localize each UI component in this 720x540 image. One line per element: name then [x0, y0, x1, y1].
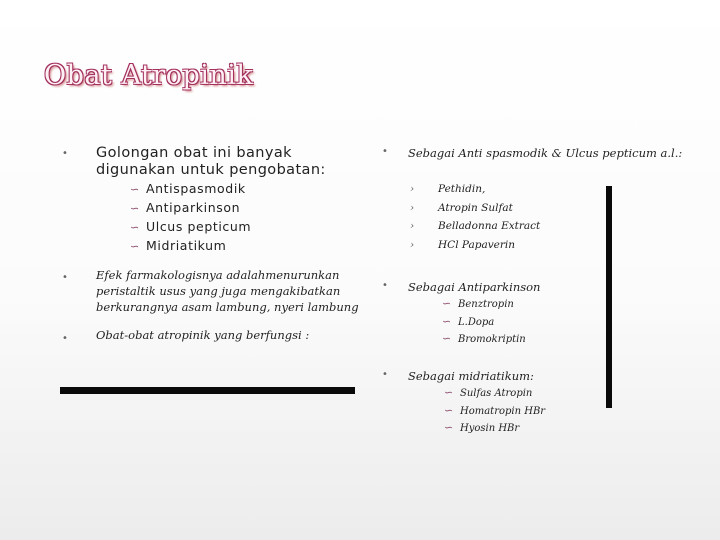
list-item: ∽ Homatropin HBr	[444, 403, 545, 421]
list-item: ∽ Sulfas Atropin	[444, 385, 545, 403]
list-item: ∽ Ulcus pepticum	[130, 218, 251, 237]
bullet: •	[62, 148, 68, 159]
uses-list	[130, 180, 251, 256]
antispasmodic-heading: Sebagai Anti spasmodik & Ulcus pepticum a.l.:	[408, 146, 683, 160]
list-item: › Pethidin,	[410, 180, 540, 199]
intro-text: Golongan obat ini banyak digunakan untuk pengobatan:	[96, 145, 326, 178]
sub-marker-icon: ∽	[444, 421, 454, 434]
arrow-icon: ›	[410, 220, 415, 232]
sub-marker-icon: ∽	[442, 314, 452, 328]
bullet: •	[382, 280, 388, 291]
list-item: › Atropin Sulfat	[410, 199, 540, 218]
bullet: •	[382, 146, 388, 157]
sub-marker-icon: ∽	[130, 202, 140, 215]
sub-marker-icon: ∽	[130, 221, 140, 234]
sub-marker-icon: ∽	[442, 297, 452, 310]
sub-marker-icon: ∽	[130, 183, 140, 196]
horizontal-divider	[60, 387, 355, 394]
effect-text: Efek farmakologisnya adalahmenurunkan peristaltik usus yang juga mengakibatkan berkurangnya asam lambung, nyeri lambung	[96, 268, 359, 314]
bullet: •	[62, 272, 68, 283]
antiparkinson-list	[442, 296, 526, 349]
list-item: › HCl Papaverin	[410, 236, 540, 255]
slide-title: Obat Atropinik	[44, 60, 254, 91]
list-item: › Belladonna Extract	[410, 217, 540, 236]
functions-text: Obat-obat atropinik yang berfungsi :	[96, 328, 310, 342]
sub-marker-icon: ∽	[442, 332, 452, 345]
list-item: ∽ Antiparkinson	[130, 199, 251, 218]
sub-marker-icon: ∽	[444, 403, 454, 417]
mydriatic-list	[444, 385, 545, 438]
sub-marker-icon: ∽	[444, 386, 454, 399]
arrow-icon: ›	[410, 183, 415, 195]
antispasmodic-list	[410, 180, 540, 254]
bullet: •	[382, 369, 388, 380]
bullet: •	[62, 333, 68, 344]
arrow-icon: ›	[410, 201, 415, 214]
list-item: ∽ L.Dopa	[442, 314, 526, 332]
arrow-icon: ›	[410, 238, 415, 251]
mydriatic-heading: Sebagai midriatikum:	[408, 369, 534, 383]
list-item: ∽ Hyosin HBr	[444, 420, 545, 438]
antiparkinson-heading: Sebagai Antiparkinson	[408, 280, 541, 294]
sub-marker-icon: ∽	[130, 240, 140, 253]
list-item: ∽ Benztropin	[442, 296, 526, 314]
list-item: ∽ Midriatikum	[130, 237, 251, 256]
list-item: ∽ Antispasmodik	[130, 180, 251, 199]
list-item: ∽ Bromokriptin	[442, 331, 526, 349]
vertical-divider	[606, 186, 612, 408]
